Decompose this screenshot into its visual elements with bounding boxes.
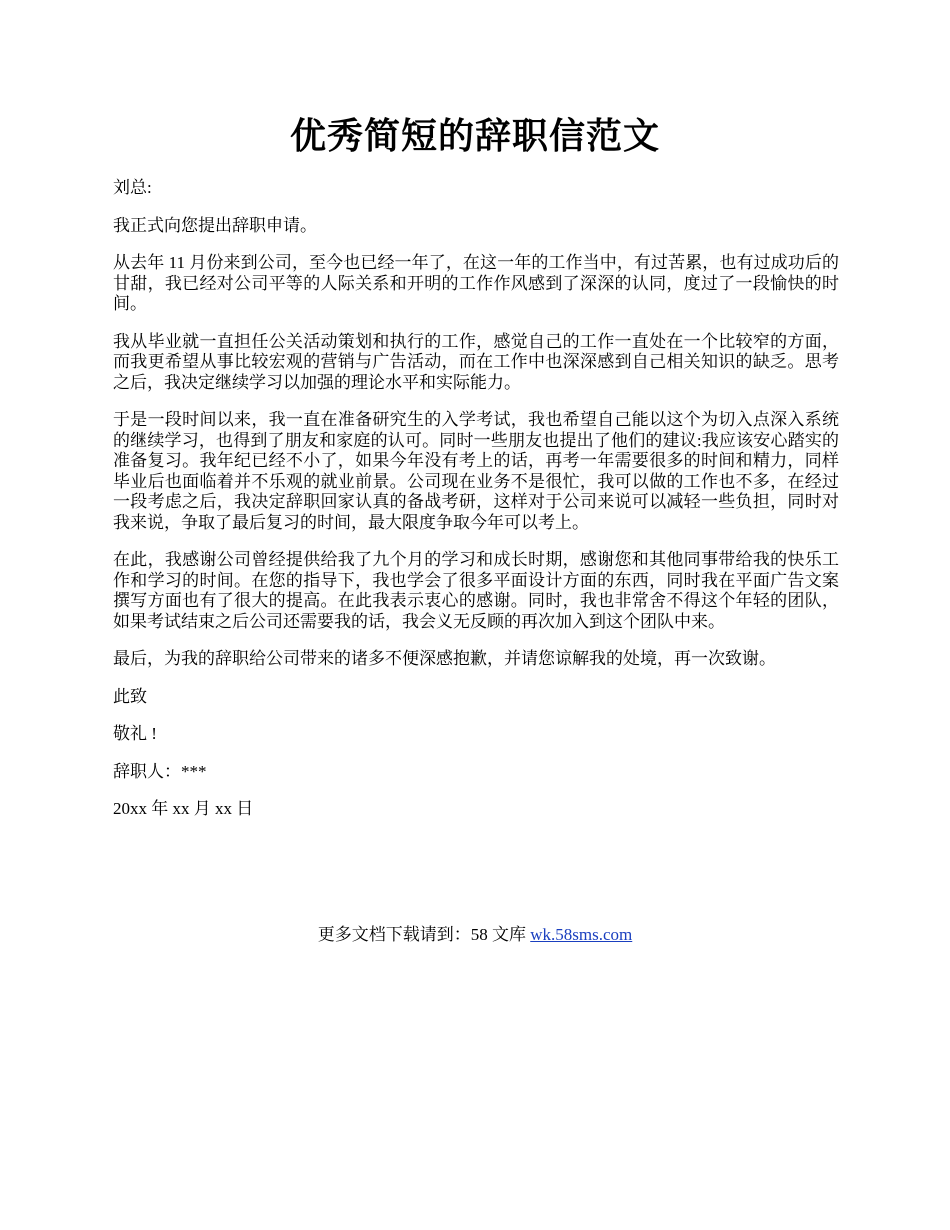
paragraph-4: 于是一段时间以来，我一直在准备研究生的入学考试，我也希望自己能以这个为切入点深入系统的继续学习，也得到了朋友和家庭的认可。同时一些朋友也提出了他们的建议:我应该安心踏实的准备复习。我年纪已经不小了，如果今年没有考上的话，再考一年需要很多的时间和精力，同样毕业后也面临着并不乐观的就业前景。公司现在业务不是很忙，我可以做的工作也不多，在经过一段考虑之后，我决定辞职回家认真的备战考研，这样对于公司来说可以减轻一些负担，同时对我来说，争取了最后复习的时间，最大限度争取今年可以考上。: [113, 410, 839, 532]
paragraph-6: 最后，为我的辞职给公司带来的诸多不便深感抱歉，并请您谅解我的处境，再一次致谢。: [113, 649, 776, 668]
regards: 敬礼 !: [113, 724, 157, 743]
footer-link[interactable]: wk.58sms.com: [530, 925, 633, 944]
date: 20xx 年 xx 月 xx 日: [113, 799, 254, 818]
signer: 辞职人：***: [113, 761, 207, 781]
footer-text: 更多文档下载请到：58 文库: [317, 925, 531, 944]
paragraph-1: 我正式向您提出辞职申请。: [113, 215, 317, 235]
letter-body: [113, 178, 839, 837]
salutation: 刘总:: [113, 178, 152, 197]
paragraph-3: 我从毕业就一直担任公关活动策划和执行的工作，感觉自己的工作一直处在一个比较窄的方面，而我更希望从事比较宏观的营销与广告活动，而在工作中也深深感到自己相关知识的缺乏。思考之后，我决定继续学习以加强的理论水平和实际能力。: [113, 331, 839, 392]
footer: [0, 924, 950, 946]
document-title: 优秀简短的辞职信范文: [289, 116, 660, 156]
closing: 此致: [113, 686, 147, 706]
paragraph-2: 从去年 11 月份来到公司，至今也已经一年了，在这一年的工作当中，有过苦累，也有过成功后的甘甜，我已经对公司平等的人际关系和开明的工作作风感到了深深的认同，度过了一段愉快的时间。: [113, 253, 839, 313]
paragraph-5: 在此，我感谢公司曾经提供给我了九个月的学习和成长时期，感谢您和其他同事带给我的快乐工作和学习的时间。在您的指导下，我也学会了很多平面设计方面的东西，同时我在平面广告文案撰写方面也有了很大的提高。在此我表示衷心的感谢。同时，我也非常舍不得这个年轻的团队，如果考试结束之后公司还需要我的话，我会义无反顾的再次加入到这个团队中来。: [113, 550, 839, 631]
